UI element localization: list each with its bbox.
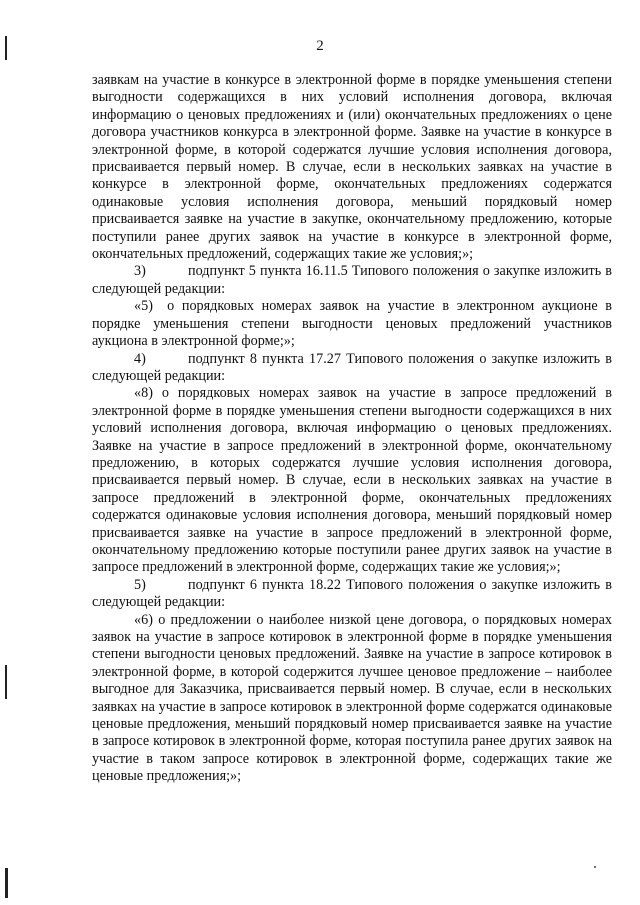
- scan-edge-mark: [5, 868, 8, 898]
- paragraph-text: подпункт 6 пункта 18.22 Типового положения о закупке изложить в следующей редакции:: [92, 576, 612, 611]
- item-number: 5): [134, 576, 146, 593]
- document-body: [92, 72, 612, 786]
- quoted-paragraph: «5) о порядковых номерах заявок на участие в электронном аукционе в порядке уменьшения степени выгодности ценовых предложений участников аукциона в электронной форме;»;: [92, 298, 612, 350]
- scan-dot: [594, 866, 596, 868]
- paragraph: заявкам на участие в конкурсе в электронной форме в порядке уменьшения степени выгодности содержащихся в них условий исполнения договора, включая информацию о ценовых предложениях и (или) окончательных предложениях о цене договора участников конкурса в электронной форме. Заявке на участие в конкурсе в электронной форме, в которой содержатся лучшие условия исполнения договора, присваивается первый номер. В случае, если в нескольких заявках на участие в конкурсе в электронной форме, окончательных предложениях содержатся одинаковые условия исполнения договора, меньший порядковый номер присваивается заявке на участие в закупке, окончательному предложению, которые поступили ранее других заявок на участие в конкурсе в электронной форме, окончательных предложений, содержащих такие же условия;»;: [92, 72, 612, 263]
- numbered-paragraph: [92, 351, 612, 386]
- paragraph-text: подпункт 8 пункта 17.27 Типового положения о закупке изложить в следующей редакции:: [92, 350, 612, 384]
- scan-edge-mark: [5, 665, 7, 699]
- page-number: 2: [316, 38, 324, 54]
- numbered-paragraph: [92, 263, 612, 298]
- paragraph-text: подпункт 5 пункта 16.11.5 Типового положения о закупке изложить в следующей редакции:: [92, 263, 612, 297]
- quoted-paragraph: «8) о порядковых номерах заявок на участие в запросе предложений в электронной форме в порядке уменьшения степени выгодности содержащихся в них условий исполнения договора, включая информацию о ценовых предложениях. Заявке на участие в запросе предложений в электронной форме, окончательному предложению, в которых содержатся лучшие условия исполнения договора, присваивается первый номер. В случае, если в нескольких заявках на участие в запросе предложений в электронной форме, окончательных предложениях содержатся одинаковые условия исполнения договора, меньший порядковый номер присваивается заявке на участие в запросе предложений в электронной форме, окончательному предложению которые поступили ранее других заявок на участие в запросе предложений в электронной форме, содержащих такие же условия;»;: [92, 385, 612, 576]
- numbered-paragraph: [92, 577, 612, 612]
- quoted-paragraph: «6) о предложении о наиболее низкой цене договора, о порядковых номерах заявок на участие в запросе котировок в электронной форме в порядке уменьшения степени выгодности ценовых предложений. Заявке на участие в запросе котировок в электронной форме, в которой содержится лучшее ценовое предложение – наиболее выгодное для Заказчика, присваивается первый номер. В случае, если в нескольких заявках на участие в запросе котировок в электронной форме содержатся одинаковые ценовые предложения, меньший порядковый номер присваивается заявке на участие в запросе котировок в электронной форме, которая поступила ранее других заявок на участие в таком запросе котировок в электронной форме, содержащих такие же ценовые предложения;»;: [92, 611, 612, 785]
- item-number: 3): [134, 263, 146, 280]
- item-number: 4): [134, 350, 146, 367]
